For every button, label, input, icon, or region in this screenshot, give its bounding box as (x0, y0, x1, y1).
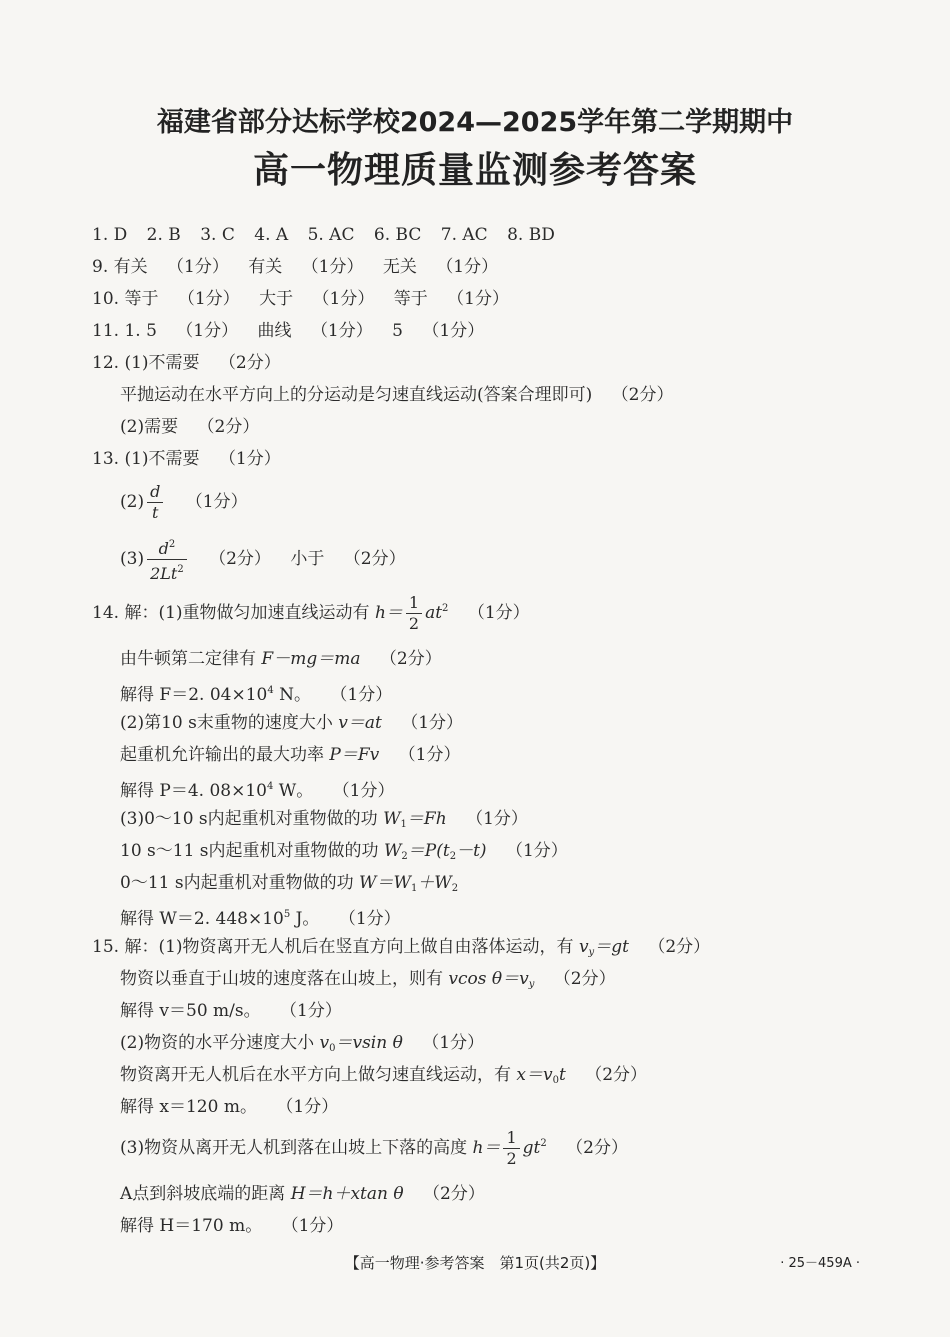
q15-fraction-half (503, 1128, 519, 1169)
q13-part2-label: (2) (120, 492, 145, 512)
q14-points3: （1分） (330, 685, 393, 705)
q15-eq7-exp: 2 (540, 1138, 547, 1149)
q11-part3: 5 (392, 321, 403, 341)
q14-step2: 由牛顿第二定律有 (120, 649, 256, 669)
q15-eq4-a: v (319, 1033, 330, 1053)
answer-q10 (92, 288, 509, 310)
q14-eq8-b: ＝P(t (407, 841, 450, 861)
q14-eq1-exp: 2 (442, 603, 449, 614)
q14-points6: （1分） (332, 781, 395, 801)
answer-q15-line6 (120, 1096, 338, 1118)
q11-points1: （1分） (176, 321, 239, 341)
q15-eq8: H＝h＋xtan θ (290, 1184, 404, 1204)
q14-eq7-b: ＝Fh (406, 809, 447, 829)
document-title-line1: 福建省部分达标学校2024—2025学年第二学期期中 (156, 107, 794, 138)
answer-q14-line6 (120, 776, 394, 802)
choice-6: 6. BC (373, 225, 422, 245)
q11-part1: 11. 1. 5 (92, 321, 157, 341)
q13-fraction-d-over-t (147, 482, 163, 523)
q14-points7: （1分） (466, 809, 528, 829)
answer-q15-line9 (120, 1215, 343, 1237)
q15-eq1-a: v (578, 937, 589, 957)
q14-result1-exp: 4 (267, 685, 274, 696)
q9-part3: 无关 (382, 257, 417, 277)
q10-part2: 大于 (259, 289, 294, 309)
q15-step5: 物资离开无人机后在水平方向上做匀速直线运动，有 (120, 1065, 511, 1085)
q9-points3: （1分） (436, 257, 499, 277)
choice-4: 4. A (254, 225, 289, 245)
q15-step2: 物资以垂直于山坡的速度落在山坡上，则有 (120, 969, 443, 989)
answer-q15-line2 (120, 968, 616, 996)
q14-eq9-a: W＝W (358, 873, 411, 893)
q15-points3: （1分） (280, 1001, 342, 1021)
q11-points3: （1分） (422, 321, 485, 341)
q14-step5: 起重机允许输出的最大功率 (120, 745, 324, 765)
q14-result3-exp: 5 (283, 909, 291, 920)
q15-points5: （2分） (585, 1065, 648, 1085)
page-footer: 【高一物理·参考答案 第1页(共2页)】 (344, 1254, 606, 1272)
q12-points3: （2分） (197, 417, 260, 437)
q14-eq2: F－mg＝ma (261, 649, 361, 669)
q14-result2: 解得 P＝4. 08×10 (120, 781, 267, 801)
q15-eq5-a: x＝v (516, 1065, 553, 1085)
q14-step1: 14. 解：(1)重物做匀加速直线运动有 (92, 603, 370, 623)
q14-result1-unit: N。 (273, 685, 311, 705)
q15-points6: （1分） (276, 1097, 339, 1117)
document-title-line2: 高一物理质量监测参考答案 (252, 150, 697, 191)
q10-part1: 10. 等于 (92, 289, 159, 309)
q14-points5: （1分） (398, 745, 461, 765)
answer-q14-line9 (120, 872, 458, 900)
q15-step4: (2)物资的水平分速度大小 (120, 1033, 315, 1053)
q15-result1: 解得 v＝50 m/s。 (120, 1001, 261, 1021)
q12-points1: （2分） (218, 353, 281, 373)
q14-eq8-sub2: 2 (449, 851, 457, 862)
q15-points4: （1分） (422, 1033, 485, 1053)
q15-eq5-sub: 0 (552, 1075, 559, 1086)
q14-eq9-sub2: 2 (451, 883, 459, 894)
answer-q9 (92, 256, 498, 278)
q13-points3b: （2分） (343, 549, 406, 569)
q10-points3: （1分） (447, 289, 509, 309)
choice-answers (92, 224, 555, 246)
q14-result3: 解得 W＝2. 448×10 (120, 909, 284, 929)
answer-q14-line4 (120, 712, 463, 734)
answer-q15-line4 (120, 1032, 484, 1060)
q14-eq7-sub: 1 (400, 819, 407, 830)
q14-eq8-sub1: 2 (401, 851, 408, 862)
q13-points3: （2分） (209, 549, 271, 569)
q14-step4: (2)第10 s末重物的速度大小 (120, 713, 333, 733)
q13-part3-label: (3) (120, 549, 145, 569)
q14-step7: (3)0～10 s内起重机对重物做的功 (120, 809, 378, 829)
q15-points8: （2分） (423, 1184, 485, 1204)
q14-eq1-lhs: h＝ (374, 603, 403, 623)
q13-points1: （1分） (218, 449, 281, 469)
q14-eq5: P＝Fv (329, 745, 380, 765)
q15-points7: （2分） (566, 1138, 628, 1158)
answer-q14-line3 (120, 680, 392, 706)
q14-eq7-a: W (383, 809, 401, 829)
q9-points1: （1分） (167, 257, 229, 277)
answer-q15-line3 (120, 1000, 342, 1022)
answer-q14-line10 (120, 904, 401, 930)
q14-eq9-b: ＋W (417, 873, 452, 893)
document-code: · 25－459A · (780, 1256, 860, 1271)
q14-result1: 解得 F＝2. 04×10 (120, 685, 268, 705)
q13-frac1-denominator: t (152, 503, 159, 522)
q15-step8: A点到斜坡底端的距离 (120, 1184, 286, 1204)
q15-eq2-sub: y (528, 979, 535, 990)
q13-fraction-d2-over-2lt2 (147, 535, 187, 584)
q9-points2: （1分） (301, 257, 364, 277)
q14-result3-unit: J。 (290, 909, 320, 929)
answer-q15-line1 (92, 936, 710, 964)
q15-result3: 解得 H＝170 m。 (120, 1216, 263, 1236)
q14-points1: （1分） (467, 603, 530, 623)
q13-frac2-den-exp: 2 (177, 564, 184, 575)
q15-eq1-b: ＝gt (594, 937, 629, 957)
q14-result2-exp: 4 (266, 781, 274, 792)
q13-points2: （1分） (185, 492, 248, 512)
choice-7: 7. AC (440, 225, 488, 245)
q9-part2: 有关 (248, 257, 283, 277)
q12-points2: （2分） (611, 385, 674, 405)
answer-q14-line1 (92, 593, 530, 634)
q15-result2: 解得 x＝120 m。 (120, 1097, 257, 1117)
choice-3: 3. C (200, 225, 235, 245)
q14-eq8-a: W (383, 841, 402, 861)
answer-q14-line5 (120, 744, 460, 766)
choice-5: 5. AC (307, 225, 355, 245)
q15-points9: （1分） (281, 1216, 344, 1236)
answer-q12-line2 (120, 384, 674, 406)
q10-points1: （1分） (177, 289, 240, 309)
q15-eq5-b: t (558, 1065, 566, 1085)
q15-eq7-rhs: gt (522, 1138, 541, 1158)
answer-q12-line1 (92, 352, 281, 374)
q14-fraction-half (406, 593, 422, 634)
answer-q15-line7 (120, 1128, 628, 1169)
answer-q13-line1 (92, 448, 281, 470)
answer-q13-line2 (120, 482, 248, 523)
q10-points2: （1分） (312, 289, 375, 309)
q13-part1: 13. (1)不需要 (92, 449, 200, 469)
q14-step8: 10 s～11 s内起重机对重物做的功 (120, 841, 379, 861)
q15-eq2: vcos θ＝v (448, 969, 529, 989)
choice-8: 8. BD (507, 225, 555, 245)
answer-q15-line5 (120, 1064, 647, 1092)
q14-eq9-sub1: 1 (410, 883, 418, 894)
q14-eq8-c: －t) (456, 841, 487, 861)
q14-points10: （1分） (338, 909, 401, 929)
answer-q12-line3 (120, 416, 259, 438)
answer-q14-line7 (120, 808, 528, 836)
q13-frac2-num-exp: 2 (168, 539, 176, 550)
q11-part2: 曲线 (257, 321, 292, 341)
q13-part3b: 小于 (290, 549, 325, 569)
q12-explanation: 平抛运动在水平方向上的分运动是匀速直线运动(答案合理即可) (120, 385, 593, 405)
q14-points4: （1分） (401, 713, 464, 733)
q13-frac1-numerator: d (147, 482, 163, 503)
q15-step1: 15. 解：(1)物资离开无人机后在竖直方向上做自由落体运动，有 (92, 937, 574, 957)
q12-part1: 12. (1)不需要 (92, 353, 200, 373)
answer-q11 (92, 320, 484, 342)
q15-eq1-sub: y (588, 947, 595, 958)
answer-q14-line2 (120, 648, 442, 670)
q15-eq4-b: ＝vsin θ (335, 1033, 403, 1053)
q14-step9: 0～11 s内起重机对重物做的功 (120, 873, 354, 893)
q12-part2: (2)需要 (120, 417, 179, 437)
answer-q13-line3 (120, 535, 406, 584)
choice-1: 1. D (92, 225, 128, 245)
q14-eq4: v＝at (338, 713, 382, 733)
q14-points8: （1分） (505, 841, 568, 861)
q13-frac2-denominator (147, 560, 187, 584)
q11-points2: （1分） (310, 321, 373, 341)
q14-frac-numerator: 1 (406, 593, 422, 614)
q15-points2: （2分） (553, 969, 616, 989)
q15-frac-denominator: 2 (506, 1149, 517, 1168)
choice-2: 2. B (146, 225, 181, 245)
answer-q15-line8 (120, 1183, 485, 1205)
q13-frac2-numerator (147, 535, 187, 560)
q15-step7: (3)物资从离开无人机到落在山坡上下落的高度 (120, 1138, 468, 1158)
q14-result2-unit: W。 (273, 781, 314, 801)
q15-points1: （2分） (648, 937, 711, 957)
q14-frac-denominator: 2 (408, 614, 420, 633)
q13-frac2-den-var: 2Lt (150, 564, 178, 583)
q14-points2: （2分） (379, 649, 442, 669)
q14-eq1-rhs: at (425, 603, 443, 623)
q15-eq4-sub: 0 (329, 1043, 336, 1054)
answer-q14-line8 (120, 840, 568, 868)
q15-frac-numerator: 1 (503, 1128, 519, 1149)
q15-eq7-lhs: h＝ (472, 1138, 501, 1158)
q13-frac2-num-var: d (158, 539, 169, 558)
q9-part1: 9. 有关 (92, 257, 148, 277)
q10-part3: 等于 (393, 289, 428, 309)
